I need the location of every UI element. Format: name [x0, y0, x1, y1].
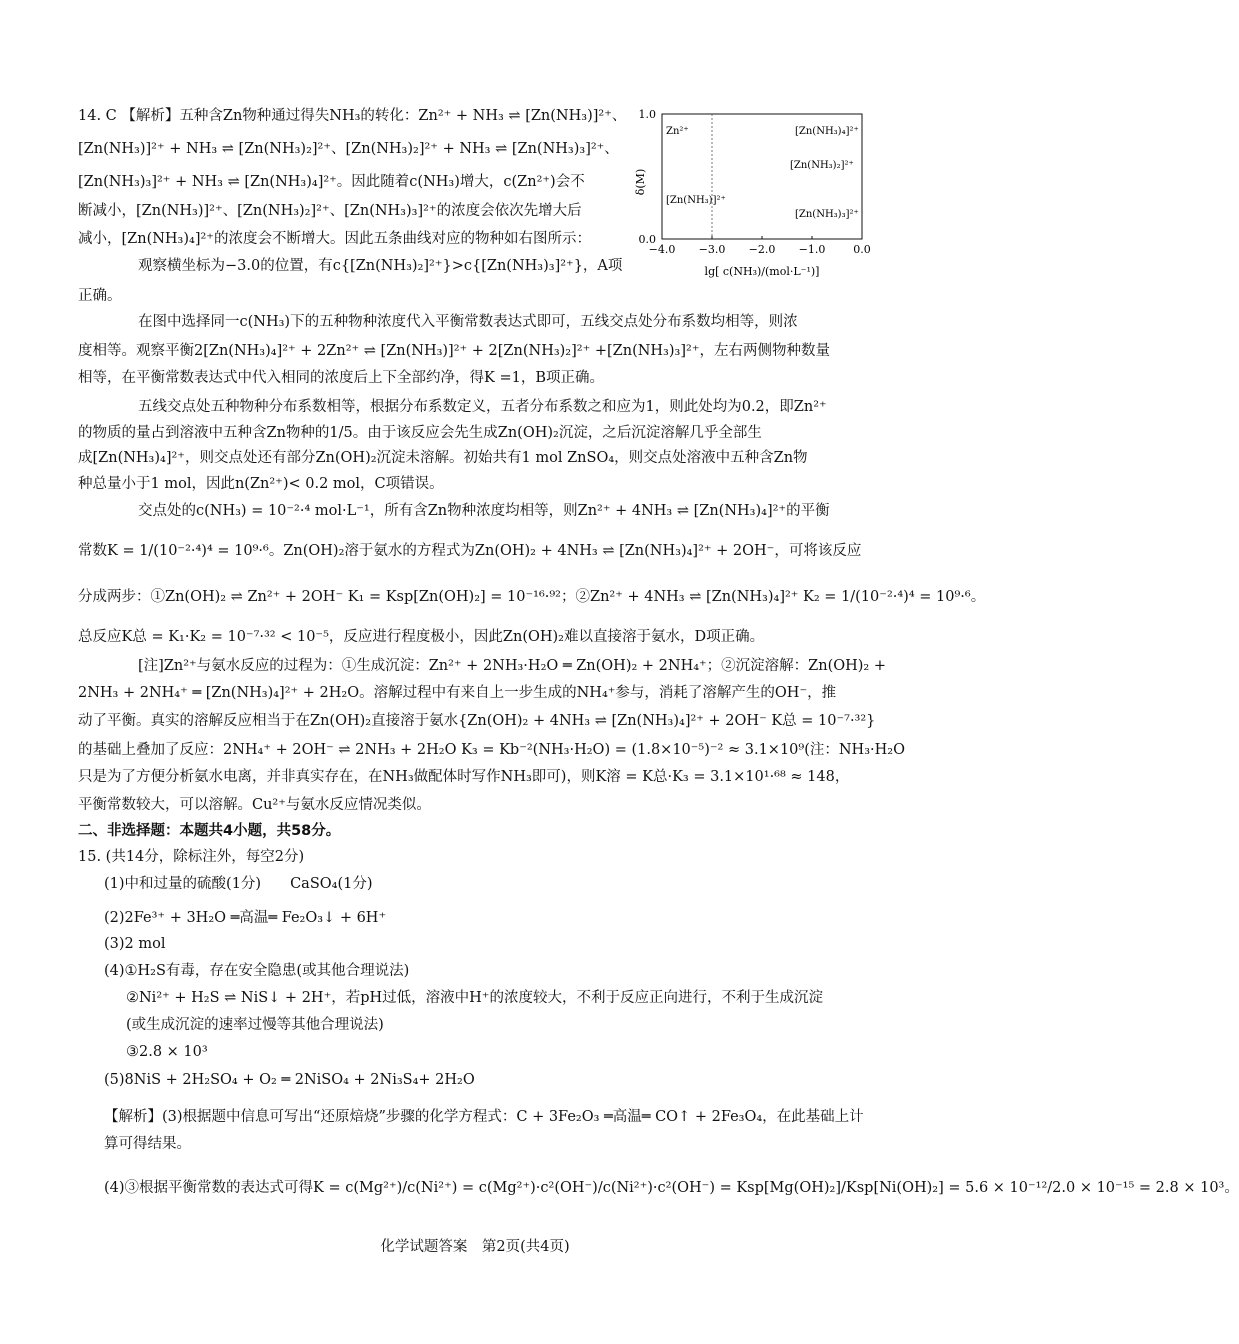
q15-heading: 15. (共14分，除标注外，每空2分) [78, 849, 305, 865]
q14-line-7: 正确。 [78, 288, 122, 304]
q14-line-18: 总反应K总 = K₁·K₂ = 10⁻⁷·³² < 10⁻⁵，反应进行程度极小，因此Zn(OH)₂难以直接溶于氨水，D项正确。 [78, 629, 765, 645]
label-znnh3-3: [Zn(NH₃)₃]²⁺ [795, 209, 859, 220]
y-tick-min: 0.0 [638, 233, 656, 246]
q14-line-2: [Zn(NH₃)]²⁺ + NH₃ ⇌ [Zn(NH₃)₂]²⁺、[Zn(NH₃)₂]²⁺ + NH₃ ⇌ [Zn(NH₃)₃]²⁺、 [78, 141, 619, 157]
q15-answer-4b: ②Ni²⁺ + H₂S ⇌ NiS↓ + 2H⁺，若pH过低，溶液中H⁺的浓度较大，不利于反应正向进行，不利于生成沉淀 [126, 990, 823, 1006]
q14-line-6: 观察横坐标为−3.0的位置，有c{[Zn(NH₃)₂]²⁺}>c{[Zn(NH₃)₃]²⁺}，A项 [138, 258, 623, 274]
q14-line-15: 交点处的c(NH₃) = 10⁻²·⁴ mol·L⁻¹，所有含Zn物种浓度均相等，则Zn²⁺ + 4NH₃ ⇌ [Zn(NH₃)₄]²⁺的平衡 [138, 503, 830, 519]
q14-line-11: 五线交点处五种物种分布系数相等，根据分布系数定义，五者分布系数之和应为1，则此处均为0.2，即Zn²⁺ [138, 399, 827, 415]
q14-note-4: 的基础上叠加了反应：2NH₄⁺ + 2OH⁻ ⇌ 2NH₃ + 2H₂O K₃ = Kb⁻²(NH₃·H₂O) = (1.8×10⁻⁵)⁻² ≈ 3.1×10⁹(注：NH₃·H₂O [78, 742, 905, 758]
label-znnh3-1: [Zn(NH₃)]²⁺ [666, 195, 726, 206]
q14-note-6: 平衡常数较大，可以溶解。Cu²⁺与氨水反应情况类似。 [78, 797, 431, 813]
q14-line-3: [Zn(NH₃)₃]²⁺ + NH₃ ⇌ [Zn(NH₃)₄]²⁺。因此随着c(NH₃)增大，c(Zn²⁺)会不 [78, 174, 585, 190]
x-tick-label: −4.0 [648, 243, 676, 256]
q15-answer-5: (5)8NiS + 2H₂SO₄ + O₂ ═ 2NiSO₄ + 2Ni₃S₄+ 2H₂O [104, 1072, 475, 1088]
q14-note-3: 动了平衡。真实的溶解反应相当于在Zn(OH)₂直接溶于氨水{Zn(OH)₂ + 4NH₃ ⇌ [Zn(NH₃)₄]²⁺ + 2OH⁻ K总 = 10⁻⁷·³²} [78, 713, 876, 729]
x-tick-label: −1.0 [798, 243, 826, 256]
q15-explanation-2: 算可得结果。 [104, 1136, 191, 1152]
q15-answer-4: (4)①H₂S有毒，存在安全隐患(或其他合理说法) [104, 963, 410, 979]
y-tick-max: 1.0 [638, 108, 656, 121]
q15-explanation-1: 【解析】(3)根据题中信息可写出“还原焙烧”步骤的化学方程式：C + 3Fe₂O₃ ═高温═ CO↑ + 2Fe₃O₄，在此基础上计 [104, 1109, 864, 1125]
q14-line-5: 减小，[Zn(NH₃)₄]²⁺的浓度会不断增大。因此五条曲线对应的物种如右图所示： [78, 231, 591, 247]
q14-line-4: 断减小，[Zn(NH₃)]²⁺、[Zn(NH₃)₂]²⁺、[Zn(NH₃)₃]²⁺的浓度会依次先增大后 [78, 203, 582, 219]
q15-answer-4c: ③2.8 × 10³ [126, 1044, 208, 1060]
q14-line-12: 的物质的量占到溶液中五种含Zn物种的1/5。由于该反应会先生成Zn(OH)₂沉淀，之后沉淀溶解几乎全部生 [78, 425, 762, 441]
q15-answer-4b-cont: (或生成沉淀的速率过慢等其他合理说法) [126, 1017, 384, 1033]
q14-line-10: 相等，在平衡常数表达式中代入相同的浓度后上下全部约净，得K =1，B项正确。 [78, 370, 604, 386]
q14-note-5: 只是为了方便分析氨水电离，并非真实存在，在NH₃做配体时写作NH₃即可)，则K溶 = K总·K₃ = 3.1×10¹·⁶⁸ ≈ 148， [78, 769, 850, 785]
section-heading: 二、非选择题：本题共4小题，共58分。 [78, 823, 341, 839]
x-tick-label: −2.0 [748, 243, 776, 256]
q14-line-13: 成[Zn(NH₃)₄]²⁺，则交点处还有部分Zn(OH)₂沉淀未溶解。初始共有1 mol ZnSO₄，则交点处溶液中五种含Zn物 [78, 450, 808, 466]
page-footer: 化学试题答案 第2页(共4页) [380, 1239, 570, 1255]
q14-line-14: 种总量小于1 mol，因此n(Zn²⁺)< 0.2 mol，C项错误。 [78, 476, 444, 492]
q14-note-2: 2NH₃ + 2NH₄⁺ ═ [Zn(NH₃)₄]²⁺ + 2H₂O。溶解过程中有来自上一步生成的NH₄⁺参与，消耗了溶解产生的OH⁻，推 [78, 685, 837, 701]
label-znnh3-2: [Zn(NH₃)₂]²⁺ [790, 160, 854, 171]
q14-line-9: 度相等。观察平衡2[Zn(NH₃)₄]²⁺ + 2Zn²⁺ ⇌ [Zn(NH₃)]²⁺ + 2[Zn(NH₃)₂]²⁺ +[Zn(NH₃)₃]²⁺，左右两侧物种数量 [78, 343, 830, 359]
q14-line-16: 常数K = 1/(10⁻²·⁴)⁴ = 10⁹·⁶。Zn(OH)₂溶于氨水的方程式为Zn(OH)₂ + 4NH₃ ⇌ [Zn(NH₃)₄]²⁺ + 2OH⁻，可将该反应 [78, 543, 862, 559]
x-tick-label: −3.0 [698, 243, 726, 256]
distribution-chart [632, 104, 878, 284]
q14-line-17: 分成两步：①Zn(OH)₂ ⇌ Zn²⁺ + 2OH⁻ K₁ = Ksp[Zn(OH)₂] = 10⁻¹⁶·⁹²；②Zn²⁺ + 4NH₃ ⇌ [Zn(NH₃)₄]²⁺ K₂ = 1/(10⁻²·⁴)⁴ = 10⁹·⁶。 [78, 589, 986, 605]
x-tick-label: 0.0 [853, 243, 871, 256]
y-axis-label: δ(M) [634, 168, 647, 196]
label-znnh3-4: [Zn(NH₃)₄]²⁺ [795, 126, 859, 137]
q15-answer-3: (3)2 mol [104, 936, 166, 952]
x-axis-label: lg[ c(NH₃)/(mol·L⁻¹)] [704, 265, 820, 278]
q14-line-8: 在图中选择同一c(NH₃)下的五种物种浓度代入平衡常数表达式即可，五线交点处分布系数均相等，则浓 [138, 314, 798, 330]
q14-line-1: 14. C 【解析】五种含Zn物种通过得失NH₃的转化：Zn²⁺ + NH₃ ⇌ [Zn(NH₃)]²⁺、 [78, 108, 627, 124]
q15-answer-2: (2)2Fe³⁺ + 3H₂O ═高温═ Fe₂O₃↓ + 6H⁺ [104, 910, 387, 926]
q15-explanation-3: (4)③根据平衡常数的表达式可得K = c(Mg²⁺)/c(Ni²⁺) = c(Mg²⁺)·c²(OH⁻)/c(Ni²⁺)·c²(OH⁻) = Ksp[Mg(OH)₂]/Ksp[Ni(OH)₂] = 5.6 × 10⁻¹²/2.0 × 10⁻¹⁵ = 2.8 × 10³。 [104, 1180, 1239, 1196]
q14-note-1: [注]Zn²⁺与氨水反应的过程为：①生成沉淀：Zn²⁺ + 2NH₃·H₂O ═ Zn(OH)₂ + 2NH₄⁺；②沉淀溶解：Zn(OH)₂ + [138, 658, 887, 674]
label-zn2: Zn²⁺ [666, 126, 689, 137]
q15-answer-1: (1)中和过量的硫酸(1分) CaSO₄(1分) [104, 876, 373, 892]
